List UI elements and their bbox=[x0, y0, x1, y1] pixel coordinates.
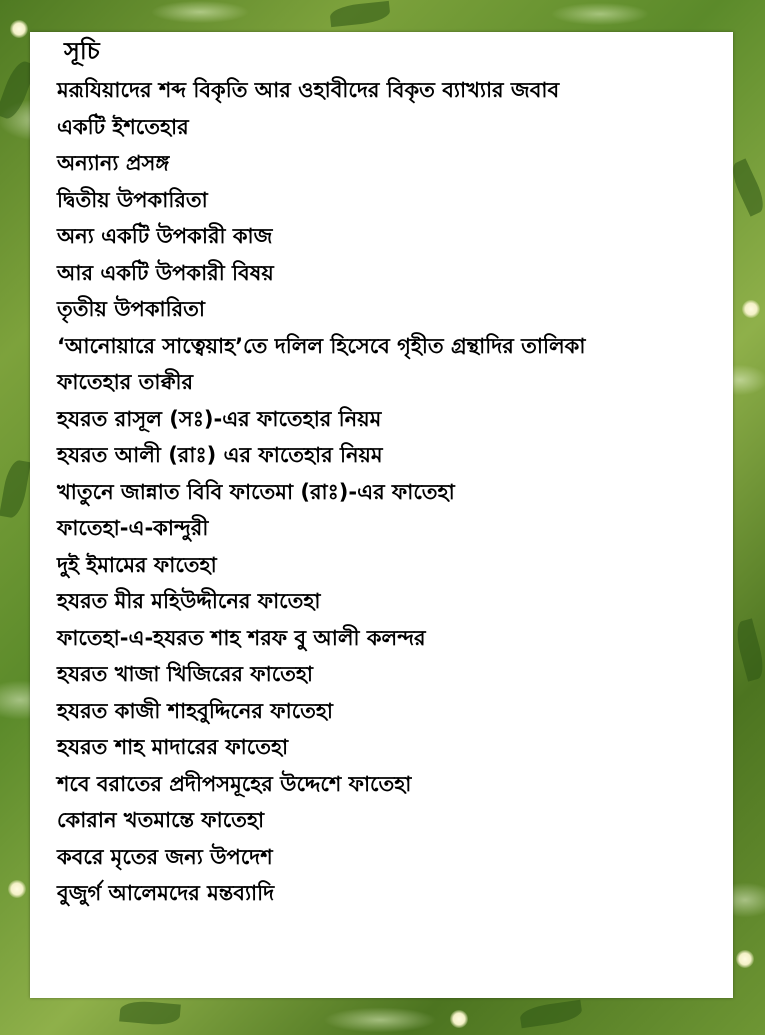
background-leaf bbox=[119, 999, 181, 1026]
page-title: সূচি bbox=[64, 36, 100, 65]
toc-entry: হযরত কাজী শাহবুদ্দিনের ফাতেহা bbox=[57, 698, 334, 723]
toc-entry: ফাতেহার তাক্বীর bbox=[57, 370, 194, 394]
content-page bbox=[30, 32, 733, 998]
toc-entry: খাতুনে জান্নাত বিবি ফাতেমা (রাঃ)-এর ফাতেহা bbox=[57, 479, 455, 504]
background-flower bbox=[742, 300, 760, 318]
toc-entry: হযরত রাসূল (সঃ)-এর ফাতেহার নিয়ম bbox=[57, 406, 382, 431]
background-flower bbox=[8, 880, 26, 898]
background-leaf bbox=[329, 1, 391, 27]
toc-entry: অন্য একটি উপকারী কাজ bbox=[57, 224, 273, 248]
background-leaf bbox=[733, 618, 765, 681]
toc-entry: কবরে মৃতের জন্য উপদেশ bbox=[57, 844, 273, 869]
toc-entry: হযরত খাজা খিজিরের ফাতেহা bbox=[57, 662, 314, 686]
toc-entry: ফাতেহা-এ-হযরত শাহ শরফ বু আলী কলন্দর bbox=[57, 625, 426, 650]
toc-entry: ফাতেহা-এ-কান্দুরী bbox=[57, 516, 209, 540]
toc-entry: বুজুর্গ আলেমদের মন্তব্যাদি bbox=[57, 881, 275, 905]
background-flower bbox=[450, 1010, 468, 1028]
toc-entry: দ্বিতীয় উপকারিতা bbox=[57, 187, 208, 212]
toc-entry: অন্যান্য প্রসঙ্গ bbox=[57, 151, 170, 175]
toc-entry: তৃতীয় উপকারিতা bbox=[57, 297, 206, 321]
toc-entry: আর একটি উপকারী বিষয় bbox=[57, 260, 274, 285]
toc-entry: হযরত মীর মহিউদ্দীনের ফাতেহা bbox=[57, 589, 321, 613]
toc-entry: কোরান খতমান্তে ফাতেহা bbox=[57, 808, 265, 832]
toc-entry: ‘আনোয়ারে সাত্বেয়াহ’তে দলিল হিসেবে গৃহীত গ্রন্থাদির তালিকা bbox=[57, 333, 586, 358]
toc-entry: একটি ইশতেহার bbox=[57, 114, 189, 139]
background-flower bbox=[736, 950, 754, 968]
background-leaf bbox=[519, 1000, 583, 1028]
toc-entry: দুই ইমামের ফাতেহা bbox=[57, 552, 217, 577]
table-of-contents bbox=[57, 72, 729, 912]
toc-entry: হযরত আলী (রাঃ) এর ফাতেহার নিয়ম bbox=[57, 443, 383, 467]
toc-entry: মরূযিয়াদের শব্দ বিকৃতি আর ওহাবীদের বিকৃত ব্যাখ্যার জবাব bbox=[57, 78, 560, 102]
background-flower bbox=[10, 20, 28, 38]
toc-entry: হযরত শাহ মাদারের ফাতেহা bbox=[57, 735, 289, 759]
toc-entry: শবে বরাতের প্রদীপসমূহের উদ্দেশে ফাতেহা bbox=[57, 771, 412, 796]
background-leaf bbox=[0, 459, 31, 520]
